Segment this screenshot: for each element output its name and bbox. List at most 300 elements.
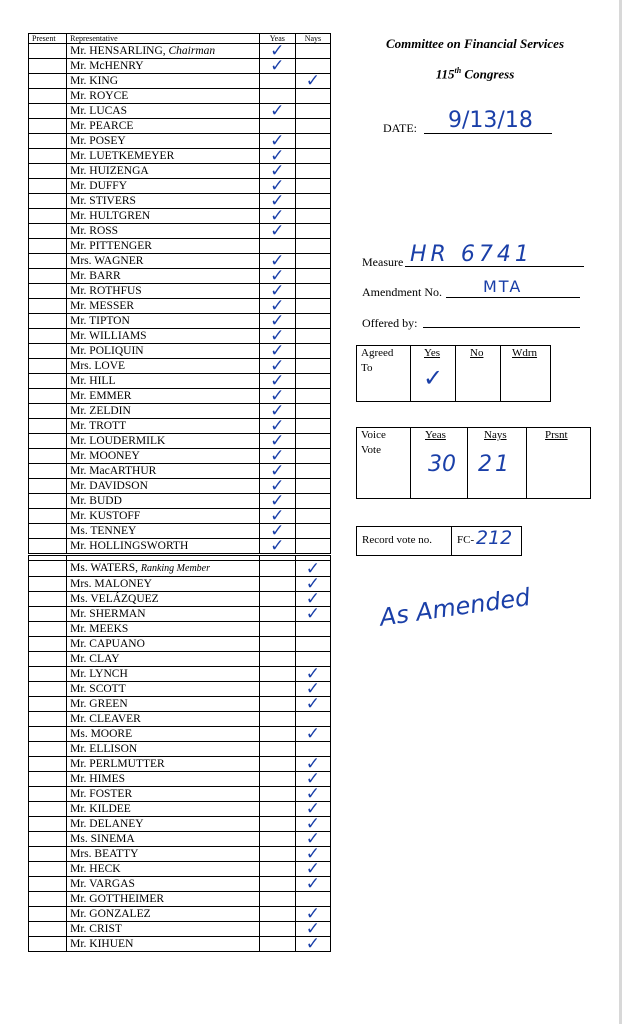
table-row bbox=[29, 742, 331, 757]
present-cell bbox=[29, 449, 67, 464]
representative-name bbox=[67, 682, 260, 697]
member-name: Mr. POLIQUIN bbox=[70, 345, 144, 357]
yea-check bbox=[259, 757, 295, 772]
nay-check bbox=[295, 209, 330, 224]
representative-name bbox=[67, 652, 260, 667]
table-row bbox=[29, 937, 331, 952]
representative-name bbox=[67, 344, 260, 359]
nay-check bbox=[295, 449, 330, 464]
representative-name bbox=[67, 922, 260, 937]
nay-check bbox=[295, 179, 330, 194]
nay-check: ✓ bbox=[295, 727, 330, 742]
present-cell bbox=[29, 577, 67, 592]
yea-check bbox=[259, 89, 295, 104]
representative-name bbox=[67, 772, 260, 787]
representative-name bbox=[67, 742, 260, 757]
member-name: Mr. HECK bbox=[70, 863, 121, 875]
present-cell bbox=[29, 269, 67, 284]
present-cell bbox=[29, 314, 67, 329]
present-cell bbox=[29, 847, 67, 862]
member-name: Mr. HENSARLING, bbox=[70, 45, 166, 57]
table-row bbox=[29, 374, 331, 389]
member-name: Mrs. WAGNER bbox=[70, 255, 144, 267]
table-row bbox=[29, 119, 331, 134]
amendment-value: MTA bbox=[483, 277, 523, 296]
member-name: Mr. POSEY bbox=[70, 135, 126, 147]
yea-check: ✓ bbox=[259, 344, 295, 359]
yea-check: ✓ bbox=[259, 434, 295, 449]
representative-name bbox=[67, 479, 260, 494]
member-name: Mr. GONZALEZ bbox=[70, 908, 151, 920]
present-cell bbox=[29, 652, 67, 667]
present-cell bbox=[29, 862, 67, 877]
present-cell bbox=[29, 802, 67, 817]
present-cell bbox=[29, 712, 67, 727]
representative-name bbox=[67, 434, 260, 449]
nay-check bbox=[295, 299, 330, 314]
nay-check: ✓ bbox=[295, 937, 330, 952]
congress-suffix: th bbox=[454, 66, 462, 75]
table-row bbox=[29, 104, 331, 119]
yea-check: ✓ bbox=[259, 314, 295, 329]
present-cell bbox=[29, 727, 67, 742]
nay-check bbox=[295, 119, 330, 134]
present-cell bbox=[29, 742, 67, 757]
table-row bbox=[29, 697, 331, 712]
table-row bbox=[29, 44, 331, 59]
nay-check bbox=[295, 652, 330, 667]
table-row bbox=[29, 209, 331, 224]
table-row bbox=[29, 817, 331, 832]
nay-check bbox=[295, 524, 330, 539]
present-cell bbox=[29, 284, 67, 299]
yea-check: ✓ bbox=[259, 359, 295, 374]
nay-check bbox=[295, 239, 330, 254]
yea-check: ✓ bbox=[259, 479, 295, 494]
congress-number: 115 bbox=[435, 66, 455, 82]
yea-check bbox=[259, 682, 295, 697]
representative-name bbox=[67, 314, 260, 329]
present-cell bbox=[29, 254, 67, 269]
representative-name bbox=[67, 637, 260, 652]
representative-name bbox=[67, 712, 260, 727]
member-name: Mr. CLAY bbox=[70, 653, 120, 665]
present-cell bbox=[29, 832, 67, 847]
table-row bbox=[29, 269, 331, 284]
representative-name bbox=[67, 179, 260, 194]
member-name: Mr. WILLIAMS bbox=[70, 330, 147, 342]
representative-name bbox=[67, 404, 260, 419]
member-name: Mrs. BEATTY bbox=[70, 848, 139, 860]
representative-name bbox=[67, 254, 260, 269]
record-vote-label: Record vote no. bbox=[362, 534, 432, 546]
table-row bbox=[29, 509, 331, 524]
yea-check bbox=[259, 922, 295, 937]
representative-name bbox=[67, 194, 260, 209]
present-cell bbox=[29, 194, 67, 209]
yea-check bbox=[259, 592, 295, 607]
table-row bbox=[29, 149, 331, 164]
nay-check bbox=[295, 164, 330, 179]
measure-value: HR 6741 bbox=[410, 242, 533, 267]
table-row bbox=[29, 389, 331, 404]
nay-check: ✓ bbox=[295, 862, 330, 877]
representative-name bbox=[67, 832, 260, 847]
nay-check bbox=[295, 622, 330, 637]
table-row bbox=[29, 892, 331, 907]
yea-check: ✓ bbox=[259, 464, 295, 479]
present-cell bbox=[29, 561, 67, 577]
nay-check: ✓ bbox=[295, 877, 330, 892]
representative-name bbox=[67, 464, 260, 479]
yea-check: ✓ bbox=[259, 134, 295, 149]
member-name: Mr. KUSTOFF bbox=[70, 510, 141, 522]
nay-check bbox=[295, 712, 330, 727]
table-row bbox=[29, 404, 331, 419]
member-name: Mr. CLEAVER bbox=[70, 713, 141, 725]
present-cell bbox=[29, 419, 67, 434]
nay-check bbox=[295, 539, 330, 555]
nay-check bbox=[295, 434, 330, 449]
member-name: Mr. CAPUANO bbox=[70, 638, 145, 650]
agreed-divider-2 bbox=[455, 345, 456, 401]
table-row bbox=[29, 787, 331, 802]
table-row bbox=[29, 877, 331, 892]
yea-check: ✓ bbox=[259, 539, 295, 555]
representative-name bbox=[67, 119, 260, 134]
yea-check: ✓ bbox=[259, 269, 295, 284]
member-name: Mr. STIVERS bbox=[70, 195, 136, 207]
member-name: Mr. KIHUEN bbox=[70, 938, 134, 950]
member-name: Mr. MOONEY bbox=[70, 450, 140, 462]
member-name: Mr. LUCAS bbox=[70, 105, 127, 117]
present-cell bbox=[29, 404, 67, 419]
offered-by-label: Offered by: bbox=[362, 316, 418, 330]
yea-check bbox=[259, 847, 295, 862]
yea-check bbox=[259, 727, 295, 742]
yea-check bbox=[259, 772, 295, 787]
member-name: Ms. VELÁZQUEZ bbox=[70, 593, 159, 605]
nay-check bbox=[295, 494, 330, 509]
nay-check bbox=[295, 479, 330, 494]
table-row bbox=[29, 577, 331, 592]
agreed-label: Agreed bbox=[361, 347, 394, 359]
agreed-divider-3 bbox=[500, 345, 501, 401]
present-cell bbox=[29, 524, 67, 539]
present-cell bbox=[29, 494, 67, 509]
member-name: Mr. HIMES bbox=[70, 773, 126, 785]
nay-check: ✓ bbox=[295, 787, 330, 802]
member-name: Mr. ROTHFUS bbox=[70, 285, 142, 297]
present-cell bbox=[29, 509, 67, 524]
table-header-row bbox=[29, 34, 331, 44]
representative-name bbox=[67, 164, 260, 179]
representative-name bbox=[67, 269, 260, 284]
member-name: Ms. SINEMA bbox=[70, 833, 135, 845]
present-cell bbox=[29, 104, 67, 119]
present-cell bbox=[29, 344, 67, 359]
member-name: Mr. MESSER bbox=[70, 300, 135, 312]
member-name: Mr. LUETKEMEYER bbox=[70, 150, 175, 162]
table-row bbox=[29, 59, 331, 74]
present-cell bbox=[29, 607, 67, 622]
table-row bbox=[29, 772, 331, 787]
member-name: Mr. PERLMUTTER bbox=[70, 758, 165, 770]
voice-label: Voice bbox=[361, 429, 386, 441]
present-cell bbox=[29, 817, 67, 832]
present-cell bbox=[29, 682, 67, 697]
nay-check bbox=[295, 404, 330, 419]
representative-name bbox=[67, 44, 260, 59]
table-row bbox=[29, 592, 331, 607]
table-row bbox=[29, 179, 331, 194]
member-name: Mr. HULTGREN bbox=[70, 210, 151, 222]
present-cell bbox=[29, 329, 67, 344]
representative-name bbox=[67, 802, 260, 817]
yea-check: ✓ bbox=[259, 449, 295, 464]
table-row bbox=[29, 712, 331, 727]
member-name: Mr. TROTT bbox=[70, 420, 127, 432]
table-row bbox=[29, 164, 331, 179]
yea-check: ✓ bbox=[259, 194, 295, 209]
present-cell bbox=[29, 59, 67, 74]
present-cell bbox=[29, 119, 67, 134]
member-name: Mr. GOTTHEIMER bbox=[70, 893, 165, 905]
present-cell bbox=[29, 787, 67, 802]
representative-name bbox=[67, 134, 260, 149]
representative-name bbox=[67, 592, 260, 607]
roll-call-table bbox=[28, 33, 331, 952]
representative-name bbox=[67, 757, 260, 772]
nay-check bbox=[295, 374, 330, 389]
nay-check: ✓ bbox=[295, 577, 330, 592]
vote-label: Vote bbox=[361, 444, 381, 456]
nay-check: ✓ bbox=[295, 802, 330, 817]
handwritten-note: As Amended bbox=[378, 582, 532, 632]
table-row bbox=[29, 359, 331, 374]
member-name: Mr. MEEKS bbox=[70, 623, 129, 635]
table-row bbox=[29, 479, 331, 494]
yea-check: ✓ bbox=[259, 59, 295, 74]
member-name: Mr. SHERMAN bbox=[70, 608, 146, 620]
member-name: Mr. HILL bbox=[70, 375, 116, 387]
nay-check: ✓ bbox=[295, 922, 330, 937]
nay-check: ✓ bbox=[295, 592, 330, 607]
yea-check: ✓ bbox=[259, 284, 295, 299]
member-name: Mr. BUDD bbox=[70, 495, 122, 507]
yea-check: ✓ bbox=[259, 524, 295, 539]
nay-check bbox=[295, 194, 330, 209]
yea-check: ✓ bbox=[259, 104, 295, 119]
representative-name bbox=[67, 577, 260, 592]
yea-check: ✓ bbox=[259, 209, 295, 224]
nay-check bbox=[295, 104, 330, 119]
nay-check bbox=[295, 254, 330, 269]
nay-check bbox=[295, 419, 330, 434]
table-row bbox=[29, 757, 331, 772]
nay-check: ✓ bbox=[295, 907, 330, 922]
yea-check: ✓ bbox=[259, 389, 295, 404]
nay-check bbox=[295, 389, 330, 404]
yea-check: ✓ bbox=[259, 419, 295, 434]
congress-word: Congress bbox=[464, 66, 515, 82]
nay-check bbox=[295, 269, 330, 284]
table-row bbox=[29, 434, 331, 449]
yea-check bbox=[259, 652, 295, 667]
present-cell bbox=[29, 149, 67, 164]
nay-check: ✓ bbox=[295, 682, 330, 697]
header-nays: Nays bbox=[295, 34, 330, 44]
present-cell bbox=[29, 907, 67, 922]
member-name: Mr. ROYCE bbox=[70, 90, 129, 102]
header-present: Present bbox=[29, 34, 67, 44]
present-cell bbox=[29, 877, 67, 892]
present-cell bbox=[29, 209, 67, 224]
nay-check bbox=[295, 464, 330, 479]
representative-name bbox=[67, 239, 260, 254]
yea-check bbox=[259, 561, 295, 577]
yea-check bbox=[259, 937, 295, 952]
table-row bbox=[29, 134, 331, 149]
agreed-to-label: To bbox=[361, 362, 373, 374]
representative-name bbox=[67, 817, 260, 832]
present-cell bbox=[29, 179, 67, 194]
table-row bbox=[29, 652, 331, 667]
member-name: Mr. DUFFY bbox=[70, 180, 128, 192]
yea-check bbox=[259, 907, 295, 922]
table-row bbox=[29, 637, 331, 652]
table-row bbox=[29, 847, 331, 862]
present-cell bbox=[29, 374, 67, 389]
voice-divider-3 bbox=[526, 427, 527, 498]
present-cell bbox=[29, 359, 67, 374]
representative-name bbox=[67, 509, 260, 524]
present-cell bbox=[29, 637, 67, 652]
yea-check bbox=[259, 622, 295, 637]
nay-check bbox=[295, 742, 330, 757]
representative-name bbox=[67, 104, 260, 119]
representative-name bbox=[67, 449, 260, 464]
member-name: Mr. ZELDIN bbox=[70, 405, 131, 417]
nay-check bbox=[295, 509, 330, 524]
table-row bbox=[29, 239, 331, 254]
member-name: Mr. KING bbox=[70, 75, 119, 87]
present-cell bbox=[29, 299, 67, 314]
table-row bbox=[29, 299, 331, 314]
member-name: Mr. HOLLINGSWORTH bbox=[70, 540, 189, 552]
offered-by-line bbox=[423, 327, 580, 328]
nay-check: ✓ bbox=[295, 697, 330, 712]
table-row bbox=[29, 561, 331, 577]
member-name: Mr. PEARCE bbox=[70, 120, 134, 132]
present-cell bbox=[29, 539, 67, 555]
date-line bbox=[424, 133, 552, 134]
table-row bbox=[29, 607, 331, 622]
representative-name bbox=[67, 284, 260, 299]
member-name: Mrs. MALONEY bbox=[70, 578, 152, 590]
present-cell bbox=[29, 74, 67, 89]
present-cell bbox=[29, 892, 67, 907]
nay-check: ✓ bbox=[295, 561, 330, 577]
representative-name bbox=[67, 494, 260, 509]
member-name: Mr. McHENRY bbox=[70, 60, 144, 72]
yea-check bbox=[259, 817, 295, 832]
nay-check bbox=[295, 44, 330, 59]
present-cell bbox=[29, 697, 67, 712]
nay-check bbox=[295, 359, 330, 374]
table-row bbox=[29, 89, 331, 104]
member-name: Mr. GREEN bbox=[70, 698, 128, 710]
nay-check bbox=[295, 892, 330, 907]
representative-name bbox=[67, 697, 260, 712]
table-row bbox=[29, 539, 331, 555]
member-name: Ms. WATERS, bbox=[70, 562, 138, 574]
nay-check: ✓ bbox=[295, 667, 330, 682]
table-row bbox=[29, 667, 331, 682]
present-cell bbox=[29, 667, 67, 682]
yea-check bbox=[259, 74, 295, 89]
member-name: Mr. ROSS bbox=[70, 225, 119, 237]
representative-name bbox=[67, 359, 260, 374]
representative-name bbox=[67, 59, 260, 74]
representative-name bbox=[67, 224, 260, 239]
nay-check bbox=[295, 59, 330, 74]
member-name: Mr. LYNCH bbox=[70, 668, 128, 680]
present-cell bbox=[29, 464, 67, 479]
representative-name bbox=[67, 539, 260, 555]
representative-name bbox=[67, 787, 260, 802]
table-row bbox=[29, 922, 331, 937]
amendment-label: Amendment No. bbox=[362, 285, 442, 299]
voice-divider-2 bbox=[467, 427, 468, 498]
representative-name bbox=[67, 89, 260, 104]
member-name: Mr. DAVIDSON bbox=[70, 480, 148, 492]
yea-check: ✓ bbox=[259, 374, 295, 389]
representative-name bbox=[67, 149, 260, 164]
table-row bbox=[29, 727, 331, 742]
yea-check bbox=[259, 742, 295, 757]
agreed-no-label: No bbox=[470, 347, 484, 359]
yea-check bbox=[259, 239, 295, 254]
member-name: Mr. PITTENGER bbox=[70, 240, 152, 252]
nay-check bbox=[295, 134, 330, 149]
representative-name bbox=[67, 419, 260, 434]
table-row bbox=[29, 419, 331, 434]
member-name: Mr. FOSTER bbox=[70, 788, 133, 800]
member-role: Chairman bbox=[168, 45, 216, 57]
member-name: Mr. KILDEE bbox=[70, 803, 131, 815]
representative-name bbox=[67, 389, 260, 404]
nay-check: ✓ bbox=[295, 607, 330, 622]
yea-check bbox=[259, 862, 295, 877]
header-representative: Representative bbox=[67, 34, 260, 44]
present-cell bbox=[29, 434, 67, 449]
yea-check: ✓ bbox=[259, 224, 295, 239]
yea-check bbox=[259, 892, 295, 907]
member-name: Ms. TENNEY bbox=[70, 525, 137, 537]
yea-check bbox=[259, 637, 295, 652]
nay-check: ✓ bbox=[295, 832, 330, 847]
present-cell bbox=[29, 757, 67, 772]
yea-check bbox=[259, 697, 295, 712]
table-row bbox=[29, 329, 331, 344]
nay-check: ✓ bbox=[295, 757, 330, 772]
table-row bbox=[29, 314, 331, 329]
present-cell bbox=[29, 44, 67, 59]
yea-check bbox=[259, 832, 295, 847]
yea-check bbox=[259, 119, 295, 134]
voice-prsnt-label: Prsnt bbox=[545, 429, 568, 441]
